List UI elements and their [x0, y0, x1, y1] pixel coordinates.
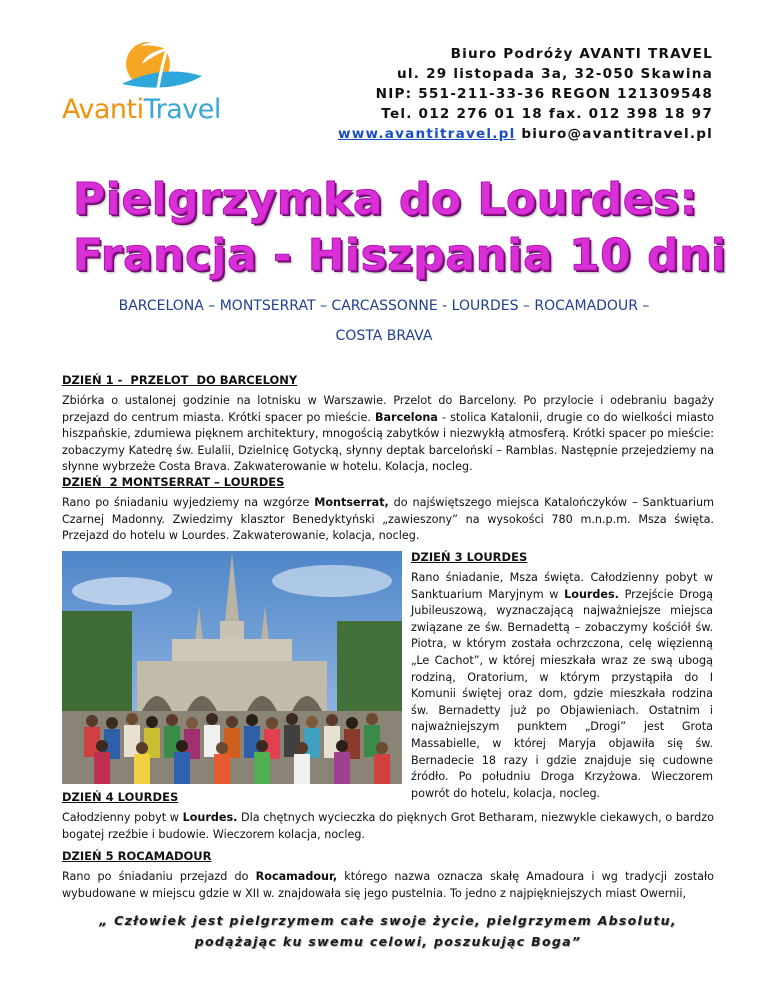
- day-5-bold: Rocamadour,: [255, 870, 338, 883]
- email-address: biuro@avantitravel.pl: [521, 126, 713, 142]
- page-title: [73, 172, 726, 284]
- logo-text-travel: Travel: [143, 94, 221, 125]
- palm-sun-icon: [62, 34, 262, 98]
- day-1-bold: Barcelona: [374, 410, 438, 424]
- day-2-bold: Montserrat,: [314, 496, 389, 509]
- day-1-text: [62, 393, 714, 476]
- company-logo: [62, 34, 262, 134]
- company-name: Biuro Podróży AVANTI TRAVEL: [450, 46, 713, 62]
- day-1-text-b: - stolica Katalonii, drugie co do wielkości miasto hiszpańskie, zdumiewa pięknem architektury, mnogością zabytków i niezwykłą atmosferą. Krótki spacer po mieście: zobaczymy Katedrę św. Eulalii, Dzielnicę Gotycką, słynny deptak barceloński – Ramblas. Następnie przejedziemy na słynne wybrzeże Costa Brava. Zakwaterowanie w hotelu. Kolacja, nocleg.: [62, 410, 714, 473]
- day-4-text-a: Całodzienny pobyt w: [62, 811, 183, 824]
- website-link[interactable]: www.avantitravel.pl: [337, 126, 516, 142]
- route-line-2: COSTA BRAVA: [335, 328, 433, 344]
- day-5-text-b: którego nazwa oznacza skałę Amadoura i wg tradycji zostało wybudowane w miejscu gdzie w XII w. znajdowała się jego pustelnia. To jedno z najpiękniejszych miast Owernii,: [62, 870, 715, 900]
- company-info: [338, 44, 713, 144]
- lourdes-group-photo: [62, 551, 402, 784]
- day-3-text-a: Rano śniadanie, Msza święta. Całodzienny pobyt w Sanktuarium Maryjnym w: [411, 571, 713, 601]
- company-address: ul. 29 listopada 3a, 32-050 Skawina: [397, 66, 713, 82]
- day-4-text: [62, 810, 714, 843]
- day-5-heading: DZIEŃ 5 ROCAMADOUR: [62, 849, 212, 863]
- day-2-text-b: do najświętszego miejsca Katalończyków – Sanktuarium Czarnej Madonny. Zwiedzimy klasztor Benedyktyński „zawieszony” na wysokości 780 m.n.p.m. Msza święta. Przejazd do hotelu w Lourdes. Zakwaterowanie, kolacja, nocleg.: [62, 496, 714, 542]
- day-4-heading: DZIEŃ 4 LOURDES: [62, 790, 179, 804]
- day-5-text-a: Rano po śniadaniu przejazd do: [62, 870, 256, 883]
- logo-wordmark: [62, 94, 221, 125]
- day-5-text: [62, 869, 714, 902]
- company-ids: NIP: 551-211-33-36 REGON 121309548: [375, 86, 713, 102]
- day-4-bold: Lourdes.: [182, 811, 238, 824]
- route-line-1: BARCELONA – MONTSERRAT – CARCASSONNE - LOURDES – ROCAMADOUR –: [118, 298, 650, 314]
- footer-quote: „ Człowiek jest pielgrzymem całe swoje życie, pielgrzymem Absolutu, podążając ku swemu celowi, poszukując Boga”: [99, 913, 677, 949]
- day-2-text-a: Rano po śniadaniu wyjedziemy na wzgórze: [62, 496, 315, 509]
- day-3-text: [411, 570, 713, 802]
- logo-text-avanti: Avanti: [62, 94, 144, 125]
- company-contact-line: [338, 124, 713, 144]
- title-line-2: Francja - Hiszpania 10 dni: [73, 230, 727, 281]
- day-2-heading: DZIEŃ 2 MONTSERRAT – LOURDES: [62, 475, 285, 489]
- company-phones: Tel. 012 276 01 18 fax. 012 398 18 97: [381, 106, 713, 122]
- day-3-heading: DZIEŃ 3 LOURDES: [411, 550, 528, 564]
- day-3-text-b: Przejście Drogą Jubileuszową, wyznaczającą najważniejsze miejsca związane ze św. Bernadettą – zobaczymy kościół św. Piotra, w którym została ochrzczona, celę więzienną „Le Cachot”, w której mieszkała wraz ze swą ubogą rodziną, Oratorium, w którym przystąpiła do I Komunii świętej oraz dom, gdzie mieszkała rodzina św. Bernadetty już po Objawieniach. Ostatnim i najważniejszym punktem „Drogi” jest Grota Massabielle, w której Maryja objawiła się św. Bernadecie 18 razy i gdzie znajduje się cudowne źródło. Po południu Droga Krzyżowa. Wieczorem powrót do hotelu, kolacja, nocleg.: [411, 587, 713, 800]
- title-line-1: Pielgrzymka do Lourdes:: [73, 174, 698, 225]
- day-4-text-b: Dla chętnych wycieczka do pięknych Grot Betharam, niezwykle ciekawych, o bardzo bogatej rzeźbie i budowie. Wieczorem kolacja, nocleg.: [62, 811, 714, 841]
- day-3-bold: Lourdes.: [564, 587, 619, 601]
- day-1-text-a: Zbiórka o ustalonej godzinie na lotnisku w Warszawie. Przelot do Barcelony. Po przylocie i odebraniu bagaży przejazd do centrum miasta. Krótki spacer po mieście.: [62, 394, 714, 424]
- day-1-heading: DZIEŃ 1 - PRZELOT DO BARCELONY: [62, 373, 298, 387]
- day-2-text: [62, 495, 714, 545]
